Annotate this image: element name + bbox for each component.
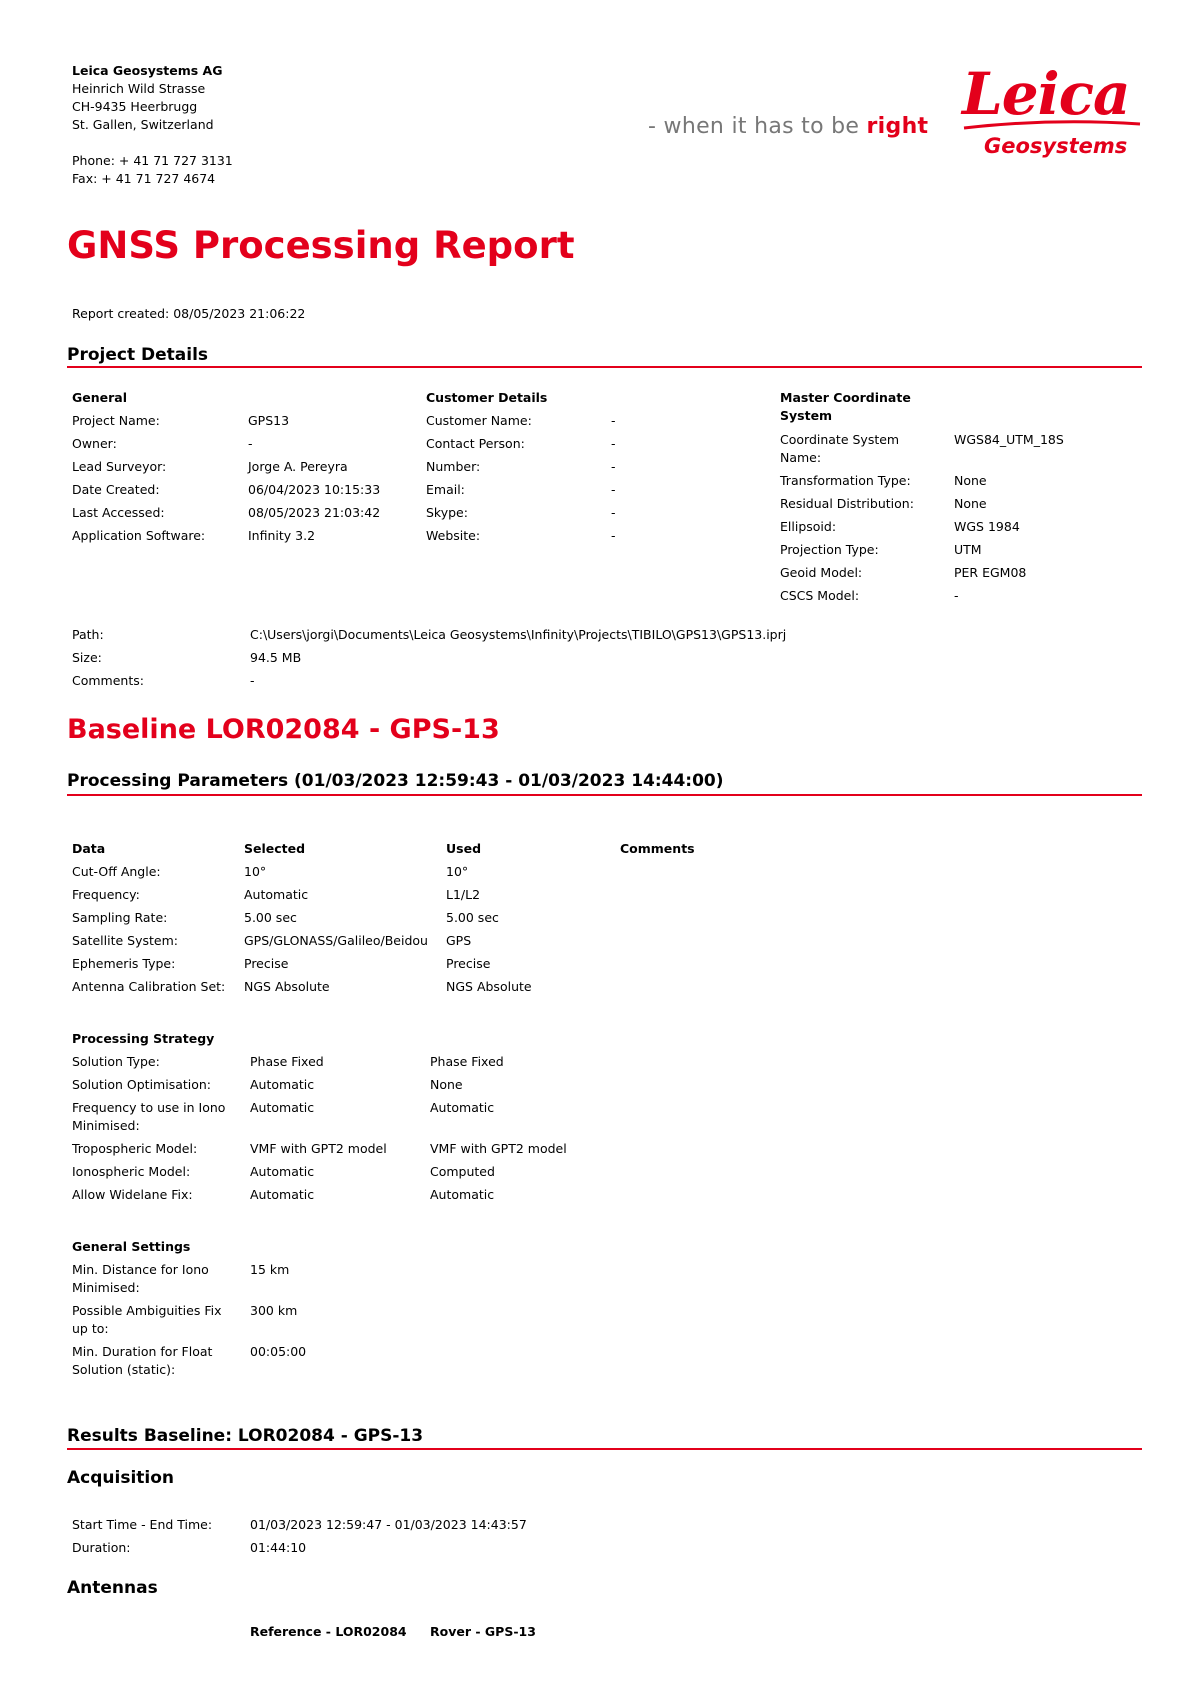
strategy-selected: Automatic	[250, 1164, 315, 1179]
master-label-cont: Name:	[780, 450, 822, 465]
master-label: CSCS Model:	[780, 588, 860, 603]
tagline-prefix: - when it has to be	[648, 114, 867, 139]
strategy-used: Phase Fixed	[430, 1054, 504, 1069]
file-label: Comments:	[72, 673, 144, 688]
settings-label-cont: Solution (static):	[72, 1362, 176, 1377]
customer-label: Email:	[426, 482, 465, 497]
section-divider	[67, 1448, 1142, 1450]
settings-label: Possible Ambiguities Fix	[72, 1303, 222, 1318]
company-city: CH-9435 Heerbrugg	[72, 99, 198, 114]
customer-label: Skype:	[426, 505, 468, 520]
company-region: St. Gallen, Switzerland	[72, 117, 214, 132]
acquisition-heading: Acquisition	[67, 1468, 175, 1488]
table-cell: NGS Absolute	[244, 979, 330, 994]
master-label: Projection Type:	[780, 542, 879, 557]
customer-value: -	[611, 482, 616, 497]
table-cell: Ephemeris Type:	[72, 956, 176, 971]
company-fax: Fax: + 41 71 727 4674	[72, 171, 216, 186]
acquisition-label: Start Time - End Time:	[72, 1517, 213, 1532]
company-address	[72, 62, 233, 188]
company-name: Leica Geosystems AG	[72, 63, 223, 78]
general-label: Last Accessed:	[72, 505, 165, 520]
general-label: Application Software:	[72, 528, 206, 543]
customer-value: -	[611, 459, 616, 474]
customer-label: Number:	[426, 459, 481, 474]
strategy-used: Automatic	[430, 1187, 495, 1202]
general-value: -	[248, 436, 253, 451]
general-heading: General	[72, 390, 127, 405]
tagline	[648, 114, 928, 139]
table-cell: Precise	[244, 956, 289, 971]
customer-value: -	[611, 505, 616, 520]
strategy-label: Allow Widelane Fix:	[72, 1187, 193, 1202]
table-cell: Cut-Off Angle:	[72, 864, 161, 879]
settings-heading: General Settings	[72, 1239, 191, 1254]
table-cell: NGS Absolute	[446, 979, 532, 994]
customer-value: -	[611, 528, 616, 543]
strategy-heading: Processing Strategy	[72, 1031, 215, 1046]
file-comments: -	[250, 673, 255, 688]
master-heading: Master Coordinate	[780, 390, 911, 405]
general-value: 06/04/2023 10:15:33	[248, 482, 381, 497]
general-value: Jorge A. Pereyra	[248, 459, 348, 474]
customer-value: -	[611, 413, 616, 428]
table-cell: Satellite System:	[72, 933, 178, 948]
table-cell: GPS/GLONASS/Galileo/Beidou	[244, 933, 428, 948]
settings-label-cont: up to:	[72, 1321, 109, 1336]
master-label: Residual Distribution:	[780, 496, 914, 511]
file-size: 94.5 MB	[250, 650, 302, 665]
strategy-selected: Automatic	[250, 1187, 315, 1202]
table-cell: L1/L2	[446, 887, 481, 902]
general-value: Infinity 3.2	[248, 528, 316, 543]
logo-wordmark: Leica	[962, 60, 1130, 128]
strategy-label: Solution Optimisation:	[72, 1077, 212, 1092]
strategy-used: VMF with GPT2 model	[430, 1141, 567, 1156]
page-title: GNSS Processing Report	[67, 224, 575, 267]
settings-value: 00:05:00	[250, 1344, 307, 1359]
leica-logo	[962, 60, 1152, 158]
company-street: Heinrich Wild Strasse	[72, 81, 206, 96]
antenna-reference: Reference - LOR02084	[250, 1624, 407, 1639]
report-created: Report created: 08/05/2023 21:06:22	[72, 306, 306, 321]
master-heading-cont: System	[780, 408, 833, 423]
file-label: Size:	[72, 650, 102, 665]
strategy-used: None	[430, 1077, 463, 1092]
strategy-used: Automatic	[430, 1100, 495, 1115]
table-cell: GPS	[446, 933, 472, 948]
strategy-label: Ionospheric Model:	[72, 1164, 191, 1179]
table-header: Selected	[244, 841, 306, 856]
table-cell: Automatic	[244, 887, 309, 902]
customer-value: -	[611, 436, 616, 451]
general-label: Date Created:	[72, 482, 160, 497]
master-label: Ellipsoid:	[780, 519, 837, 534]
acquisition-value: 01:44:10	[250, 1540, 307, 1555]
settings-value: 300 km	[250, 1303, 298, 1318]
file-path: C:\Users\jorgi\Documents\Leica Geosystems\Infinity\Projects\TIBILO\GPS13\GPS13.iprj	[250, 627, 787, 642]
tagline-highlight: right	[866, 114, 929, 139]
baseline-title: Baseline LOR02084 - GPS-13	[67, 714, 500, 745]
table-cell: 5.00 sec	[446, 910, 499, 925]
strategy-label: Tropospheric Model:	[72, 1141, 198, 1156]
strategy-used: Computed	[430, 1164, 495, 1179]
file-label: Path:	[72, 627, 104, 642]
table-cell: Frequency:	[72, 887, 140, 902]
master-value: None	[954, 496, 987, 511]
settings-label: Min. Duration for Float	[72, 1344, 213, 1359]
general-value: 08/05/2023 21:03:42	[248, 505, 381, 520]
strategy-selected: Automatic	[250, 1077, 315, 1092]
master-value: WGS84_UTM_18S	[954, 432, 1064, 447]
settings-label-cont: Minimised:	[72, 1280, 140, 1295]
table-cell: 5.00 sec	[244, 910, 297, 925]
master-value: None	[954, 473, 987, 488]
table-header: Used	[446, 841, 482, 856]
table-header: Comments	[620, 841, 695, 856]
master-label: Transformation Type:	[780, 473, 911, 488]
table-cell: 10°	[446, 864, 469, 879]
master-value: -	[954, 588, 959, 603]
strategy-label: Solution Type:	[72, 1054, 160, 1069]
antennas-heading: Antennas	[67, 1578, 158, 1598]
table-cell: Sampling Rate:	[72, 910, 168, 925]
strategy-selected: Phase Fixed	[250, 1054, 324, 1069]
master-value: PER EGM08	[954, 565, 1027, 580]
table-cell: 10°	[244, 864, 267, 879]
general-value: GPS13	[248, 413, 290, 428]
table-header: Data	[72, 841, 106, 856]
results-heading: Results Baseline: LOR02084 - GPS-13	[67, 1426, 424, 1446]
table-cell: Precise	[446, 956, 491, 971]
general-label: Lead Surveyor:	[72, 459, 167, 474]
master-label: Coordinate System	[780, 432, 900, 447]
general-label: Owner:	[72, 436, 117, 451]
settings-value: 15 km	[250, 1262, 290, 1277]
master-value: WGS 1984	[954, 519, 1020, 534]
strategy-label: Frequency to use in Iono	[72, 1100, 226, 1115]
customer-label: Website:	[426, 528, 481, 543]
acquisition-value: 01/03/2023 12:59:47 - 01/03/2023 14:43:57	[250, 1517, 527, 1532]
customer-label: Contact Person:	[426, 436, 525, 451]
acquisition-label: Duration:	[72, 1540, 131, 1555]
general-label: Project Name:	[72, 413, 160, 428]
customer-label: Customer Name:	[426, 413, 532, 428]
section-divider	[67, 794, 1142, 796]
strategy-selected: VMF with GPT2 model	[250, 1141, 387, 1156]
settings-label: Min. Distance for Iono	[72, 1262, 209, 1277]
section-divider	[67, 366, 1142, 368]
processing-parameters-heading: Processing Parameters (01/03/2023 12:59:43 - 01/03/2023 14:44:00)	[67, 771, 724, 791]
strategy-selected: Automatic	[250, 1100, 315, 1115]
master-label: Geoid Model:	[780, 565, 863, 580]
antenna-rover: Rover - GPS-13	[430, 1624, 536, 1639]
project-details-heading: Project Details	[67, 345, 209, 365]
company-phone: Phone: + 41 71 727 3131	[72, 153, 233, 168]
master-value: UTM	[954, 542, 982, 557]
logo-subtitle: Geosystems	[984, 134, 1128, 158]
customer-heading: Customer Details	[426, 390, 548, 405]
table-cell: Antenna Calibration Set:	[72, 979, 226, 994]
strategy-label-cont: Minimised:	[72, 1118, 140, 1133]
